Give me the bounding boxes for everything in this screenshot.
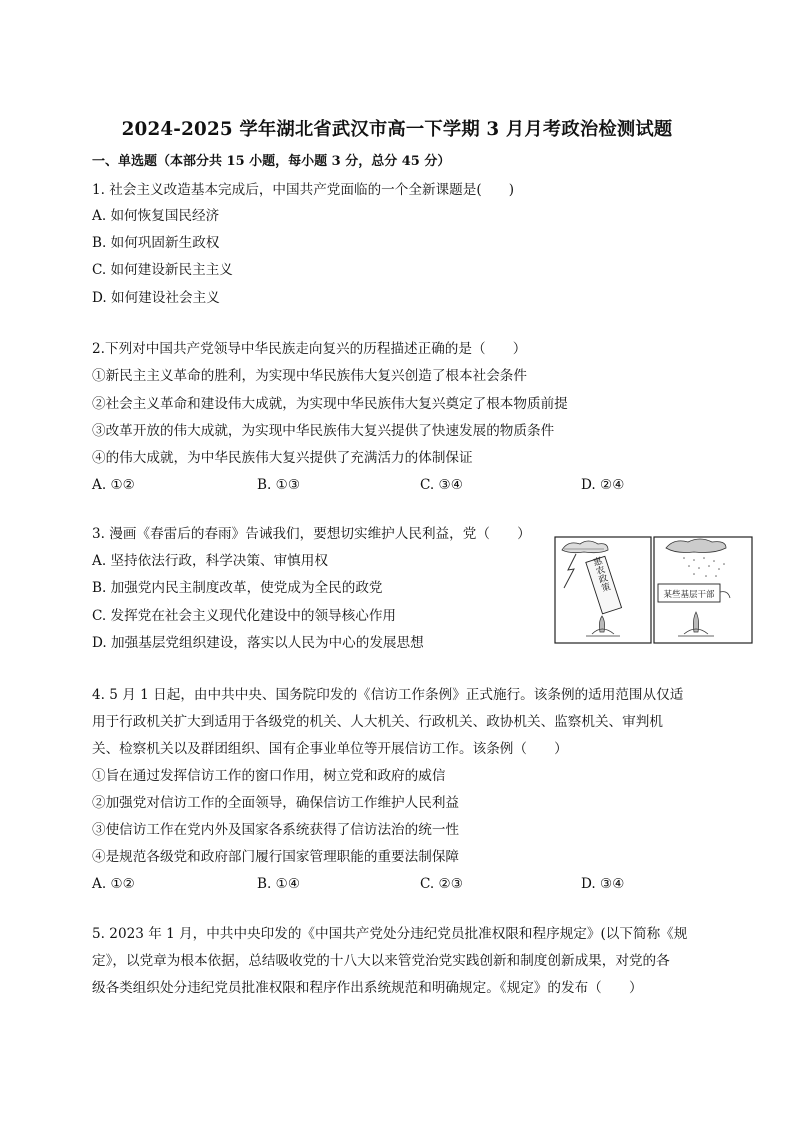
q3-option-b: B. 加强党内民主制度改革，使党成为全民的政党 bbox=[92, 580, 383, 596]
cartoon-left-text: 惠农政策 bbox=[589, 555, 611, 594]
q2-item-2: ②社会主义革命和建设伟大成就，为实现中华民族伟大复兴奠定了根本物质前提 bbox=[92, 396, 568, 412]
q1-option-c: C. 如何建设新民主主义 bbox=[92, 262, 233, 278]
exam-title: 2024-2025 学年湖北省武汉市高一下学期 3 月月考政治检测试题 bbox=[121, 119, 673, 140]
q2-item-4: ④的伟大成就，为中华民族伟大复兴提供了充满活力的体制保证 bbox=[92, 450, 473, 466]
section-heading: 一、单选题（本部分共 15 小题，每小题 3 分，总分 45 分） bbox=[92, 154, 451, 169]
q4-stem-line-3: 关、检察机关以及群团组织、国有企事业单位等开展信访工作。该条例（ ） bbox=[92, 741, 568, 757]
cartoon-illustration bbox=[554, 536, 754, 646]
q2-option-a: A. ①② bbox=[92, 477, 135, 493]
q2-option-b: B. ①③ bbox=[257, 477, 301, 493]
q4-option-b: B. ①④ bbox=[257, 876, 301, 892]
q4-item-2: ②加强党对信访工作的全面领导，确保信访工作维护人民利益 bbox=[92, 795, 460, 811]
q2-option-d: D. ②④ bbox=[581, 477, 625, 493]
q4-stem-line-1: 4. 5 月 1 日起，由中共中央、国务院印发的《信访工作条例》正式施行。该条例的适用范围从仅适 bbox=[92, 687, 684, 703]
q3-option-c: C. 发挥党在社会主义现代化建设中的领导核心作用 bbox=[92, 608, 397, 624]
q5-stem-line-1: 5. 2023 年 1 月，中共中央印发的《中国共产党处分违纪党员批准权限和程序规定》(以下简称《规 bbox=[92, 926, 688, 942]
q3-stem: 3. 漫画《春雷后的春雨》告诫我们，要想切实维护人民利益，党（ ） bbox=[92, 526, 531, 542]
q4-option-d: D. ③④ bbox=[581, 876, 625, 892]
q4-item-3: ③使信访工作在党内外及国家各系统获得了信访法治的统一性 bbox=[92, 822, 460, 838]
q5-stem-line-3: 级各类组织处分违纪党员批准权限和程序作出系统规范和明确规定。《规定》的发布（ ） bbox=[92, 980, 643, 996]
q4-item-4: ④是规范各级党和政府部门履行国家管理职能的重要法制保障 bbox=[92, 849, 460, 865]
cartoon-right-text: 某些基层干部 bbox=[663, 590, 715, 600]
q1-option-b: B. 如何巩固新生政权 bbox=[92, 235, 220, 251]
q3-option-d: D. 加强基层党组织建设，落实以人民为中心的发展思想 bbox=[92, 635, 424, 651]
q2-stem: 2.下列对中国共产党领导中华民族走向复兴的历程描述正确的是（ ） bbox=[92, 341, 527, 357]
q5-stem-line-2: 定》，以党章为根本依据，总结吸收党的十八大以来管党治党实践创新和制度创新成果，对党的各 bbox=[92, 953, 670, 969]
q1-option-a: A. 如何恢复国民经济 bbox=[92, 208, 220, 224]
q2-option-c: C. ③④ bbox=[420, 477, 463, 493]
q2-item-1: ①新民主主义革命的胜利，为实现中华民族伟大复兴创造了根本社会条件 bbox=[92, 368, 527, 384]
q4-option-a: A. ①② bbox=[92, 876, 135, 892]
q3-option-a: A. 坚持依法行政，科学决策、审慎用权 bbox=[92, 553, 328, 569]
q1-option-d: D. 如何建设社会主义 bbox=[92, 290, 220, 306]
q4-stem-line-2: 用于行政机关扩大到适用于各级党的机关、人大机关、行政机关、政协机关、监察机关、审判机 bbox=[92, 714, 663, 730]
q2-item-3: ③改革开放的伟大成就，为实现中华民族伟大复兴提供了快速发展的物质条件 bbox=[92, 423, 555, 439]
q1-stem: 1. 社会主义改造基本完成后，中国共产党面临的一个全新课题是( ) bbox=[92, 182, 515, 198]
q3-cartoon bbox=[554, 536, 754, 646]
q4-item-1: ①旨在通过发挥信访工作的窗口作用，树立党和政府的威信 bbox=[92, 768, 446, 784]
q4-option-c: C. ②③ bbox=[420, 876, 463, 892]
